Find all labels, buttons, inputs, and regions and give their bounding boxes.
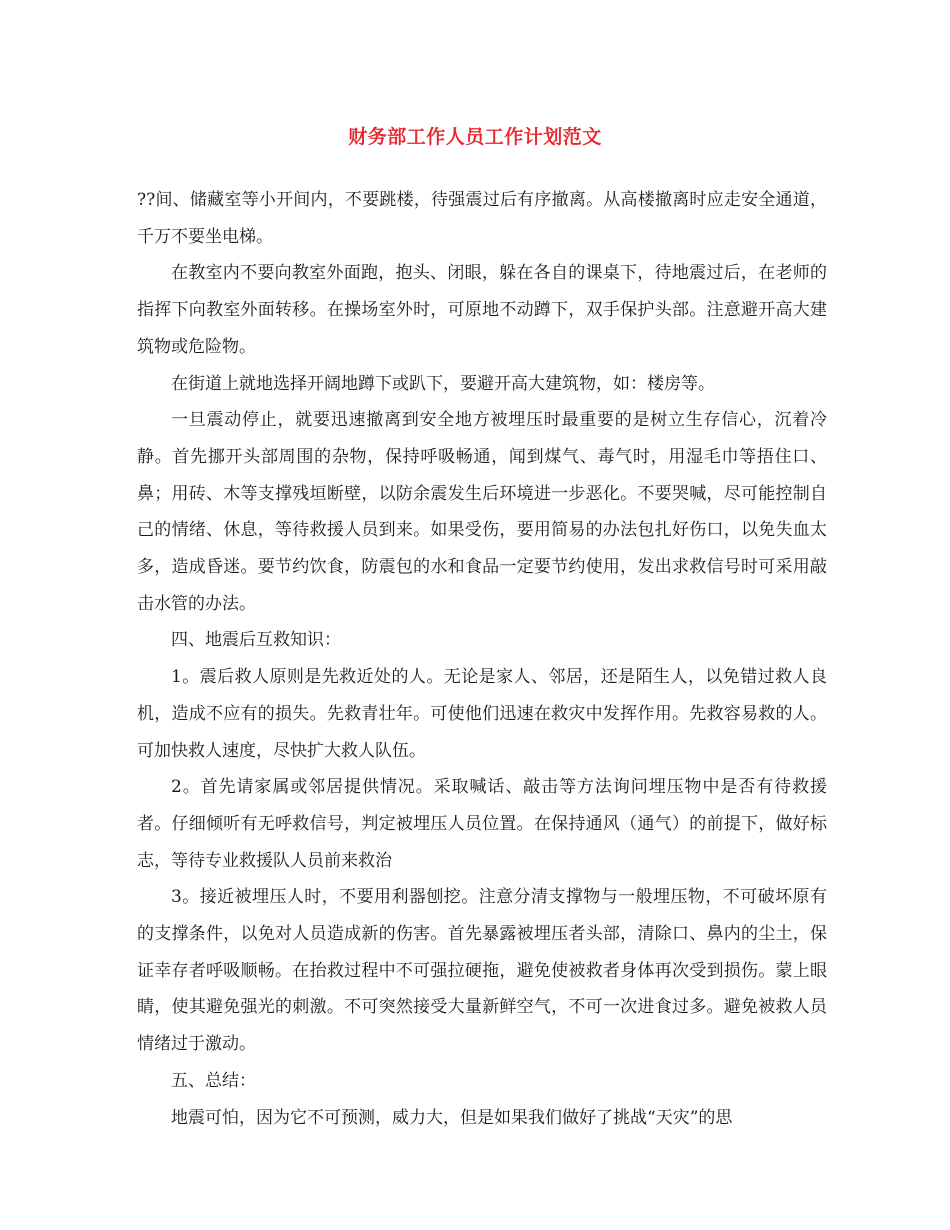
document-title: 财务部工作人员工作计划范文 bbox=[348, 126, 602, 148]
section-heading-5: 五、总结： bbox=[171, 1070, 256, 1091]
section-heading-4: 四、地震后互救知识： bbox=[171, 630, 341, 651]
paragraph-7: 2。首先请家属或邻居提供情况。采取喊话、敲击等方法询问埋压物中是否有待救援者。仔细倾听有无呼救信号，判定被埋压人员位置。在保持通风（通气）的前提下，做好标志，等待专业救援队人员前来救治 bbox=[137, 777, 827, 871]
paragraph-1: ??间、储藏室等小开间内，不要跳楼，待强震过后有序撤离。从高楼撤离时应走安全通道，千万不要坐电梯。 bbox=[137, 190, 827, 247]
paragraph-6: 1。震后救人原则是先救近处的人。无论是家人、邻居，还是陌生人，以免错过救人良机，造成不应有的损失。先救青壮年。可使他们迅速在救灾中发挥作用。先救容易救的人。可加快救人速度，尽快扩大救人队伍。 bbox=[137, 667, 827, 761]
paragraph-8: 3。接近被埋压人时，不要用利器刨挖。注意分清支撑物与一般埋压物，不可破坏原有的支撑条件，以免对人员造成新的伤害。首先暴露被埋压者头部，清除口、鼻内的尘土，保证幸存者呼吸顺畅。在抬救过程中不可强拉硬拖，避免使被救者身体再次受到损伤。蒙上眼睛，使其避免强光的刺激。不可突然接受大量新鲜空气，不可一次进食过多。避免被救人员情绪过于激动。 bbox=[137, 887, 827, 1055]
paragraph-3: 在街道上就地选择开阔地蹲下或趴下，要避开高大建筑物，如：楼房等。 bbox=[171, 373, 715, 394]
paragraph-10: 地震可怕，因为它不可预测，威力大，但是如果我们做好了挑战“天灾”的思 bbox=[171, 1107, 733, 1128]
document-body bbox=[137, 182, 827, 1136]
paragraph-4: 一旦震动停止，就要迅速撤离到安全地方被埋压时最重要的是树立生存信心，沉着冷静。首先挪开头部周围的杂物，保持呼吸畅通，闻到煤气、毒气时，用湿毛巾等捂住口、鼻；用砖、木等支撑残垣断壁，以防余震发生后环境进一步恶化。不要哭喊，尽可能控制自己的情绪、休息，等待救援人员到来。如果受伤，要用简易的办法包扎好伤口，以免失血太多，造成昏迷。要节约饮食，防震包的水和食品一定要节约使用，发出求救信号时可采用敲击水管的办法。 bbox=[137, 410, 827, 614]
paragraph-2: 在教室内不要向教室外面跑，抱头、闭眼，躲在各自的课桌下，待地震过后，在老师的指挥下向教室外面转移。在操场室外时，可原地不动蹲下，双手保护头部。注意避开高大建筑物或危险物。 bbox=[137, 263, 827, 357]
